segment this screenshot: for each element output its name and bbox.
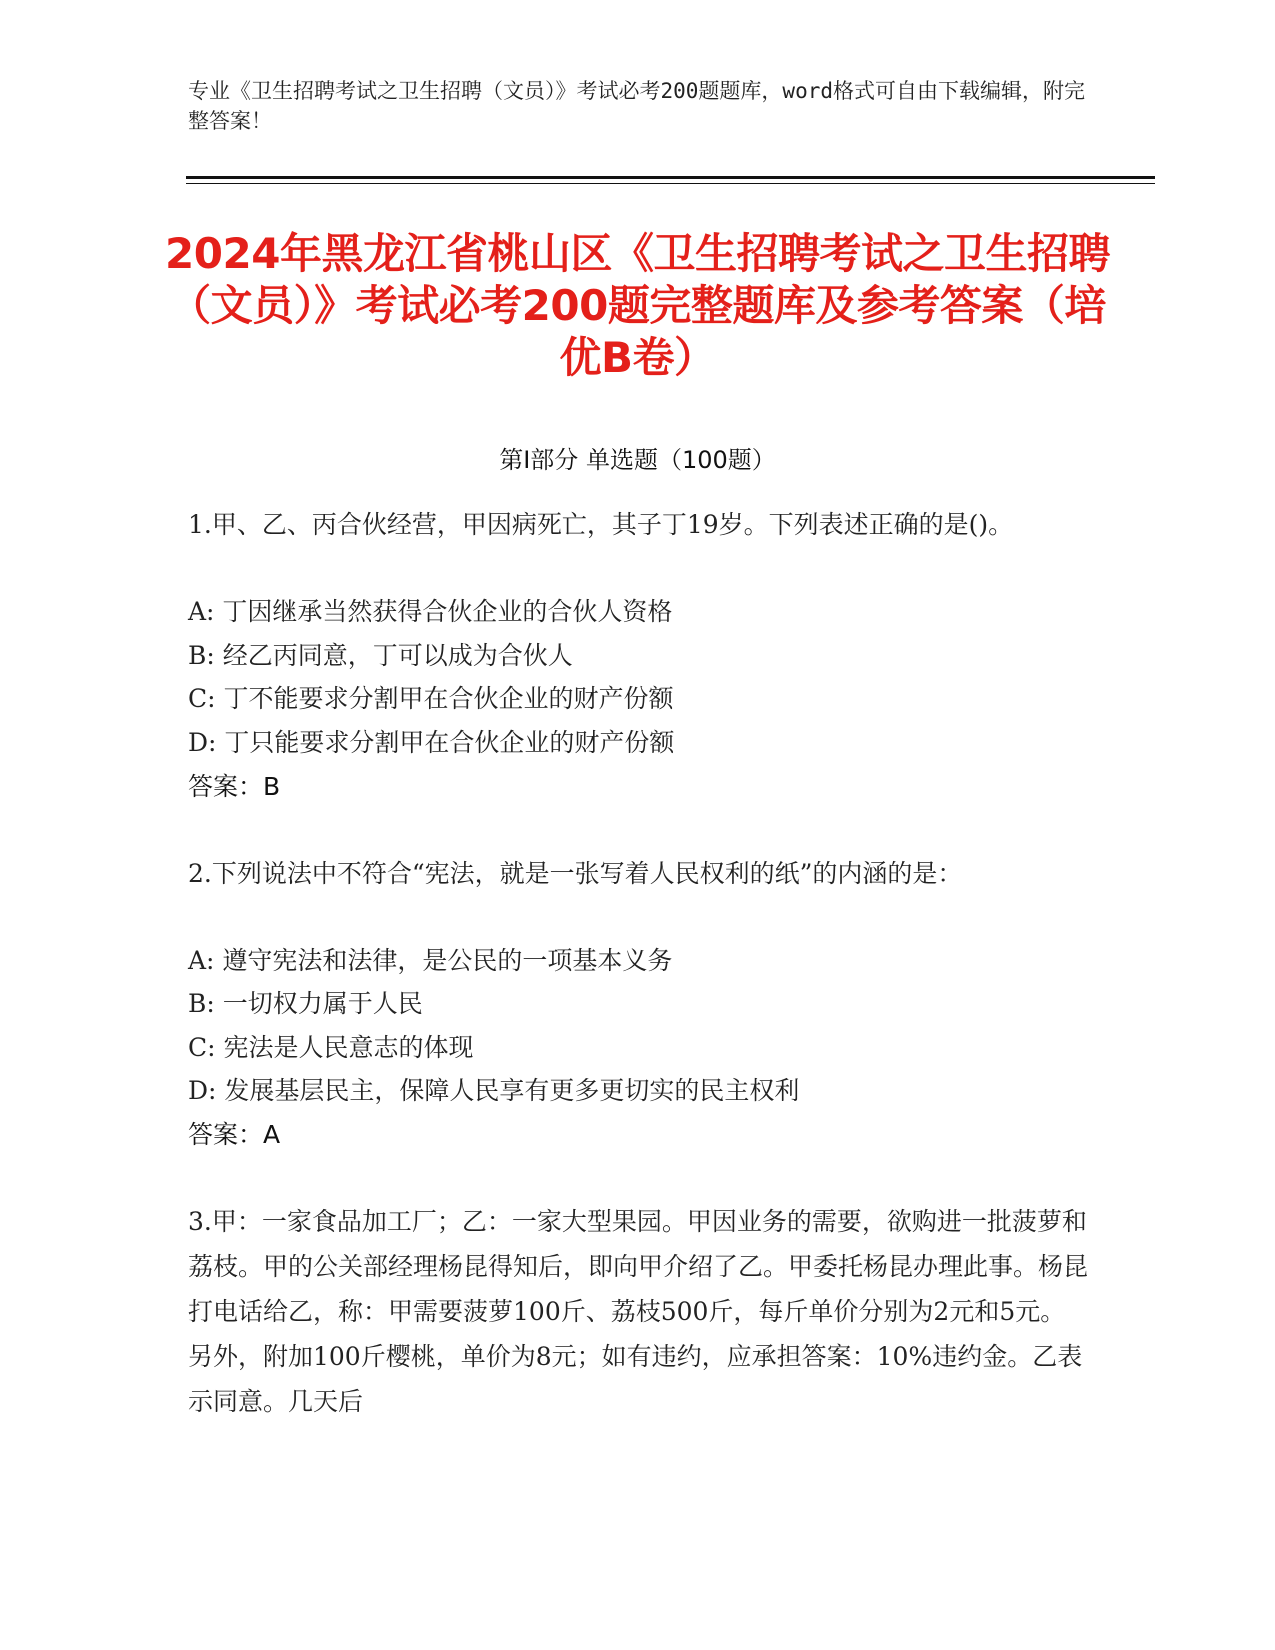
question-2-option-d: D: 发展基层民主，保障人民享有更多更切实的民主权利 xyxy=(188,1076,800,1105)
header-rule-thick xyxy=(186,176,1155,179)
question-1-option-c: C: 丁不能要求分割甲在合伙企业的财产份额 xyxy=(188,684,674,713)
question-1-stem: 1.甲、乙、丙合伙经营，甲因病死亡，其子丁19岁。下列表述正确的是()。 xyxy=(188,510,1014,539)
question-2-option-c: C: 宪法是人民意志的体现 xyxy=(188,1033,474,1062)
question-1-option-d: D: 丁只能要求分割甲在合伙企业的财产份额 xyxy=(188,728,675,757)
question-2-option-b: B: 一切权力属于人民 xyxy=(188,989,423,1018)
question-1-option-b: B: 经乙丙同意，丁可以成为合伙人 xyxy=(188,641,573,670)
question-1-answer: 答案：B xyxy=(188,772,281,801)
question-2-answer: 答案：A xyxy=(188,1120,281,1149)
header-note: 专业《卫生招聘考试之卫生招聘（文员）》考试必考200题题库，word格式可自由下载编辑，附完整答案！ xyxy=(188,79,1085,133)
question-1-option-a: A: 丁因继承当然获得合伙企业的合伙人资格 xyxy=(188,597,673,626)
section-heading: 第Ⅰ部分 单选题（100题） xyxy=(499,446,776,474)
question-2-option-a: A: 遵守宪法和法律，是公民的一项基本义务 xyxy=(188,946,673,975)
document-title: 2024年黑龙江省桃山区《卫生招聘考试之卫生招聘（文员）》考试必考200题完整题库及参考答案（培优B卷） xyxy=(165,229,1110,382)
question-3-stem: 3.甲：一家食品加工厂；乙：一家大型果园。甲因业务的需要，欲购进一批菠萝和荔枝。甲的公关部经理杨昆得知后，即向甲介绍了乙。甲委托杨昆办理此事。杨昆打电话给乙，称：甲需要菠萝100斤、荔枝500斤，每斤单价分别为2元和5元。另外，附加100斤樱桃，单价为8元；如有违约，应承担答案：10%违约金。乙表示同意。几天后 xyxy=(188,1207,1089,1416)
question-2-stem: 2.下列说法中不符合“宪法，就是一张写着人民权利的纸”的内涵的是： xyxy=(188,859,963,888)
header-rule-thin xyxy=(186,183,1155,184)
